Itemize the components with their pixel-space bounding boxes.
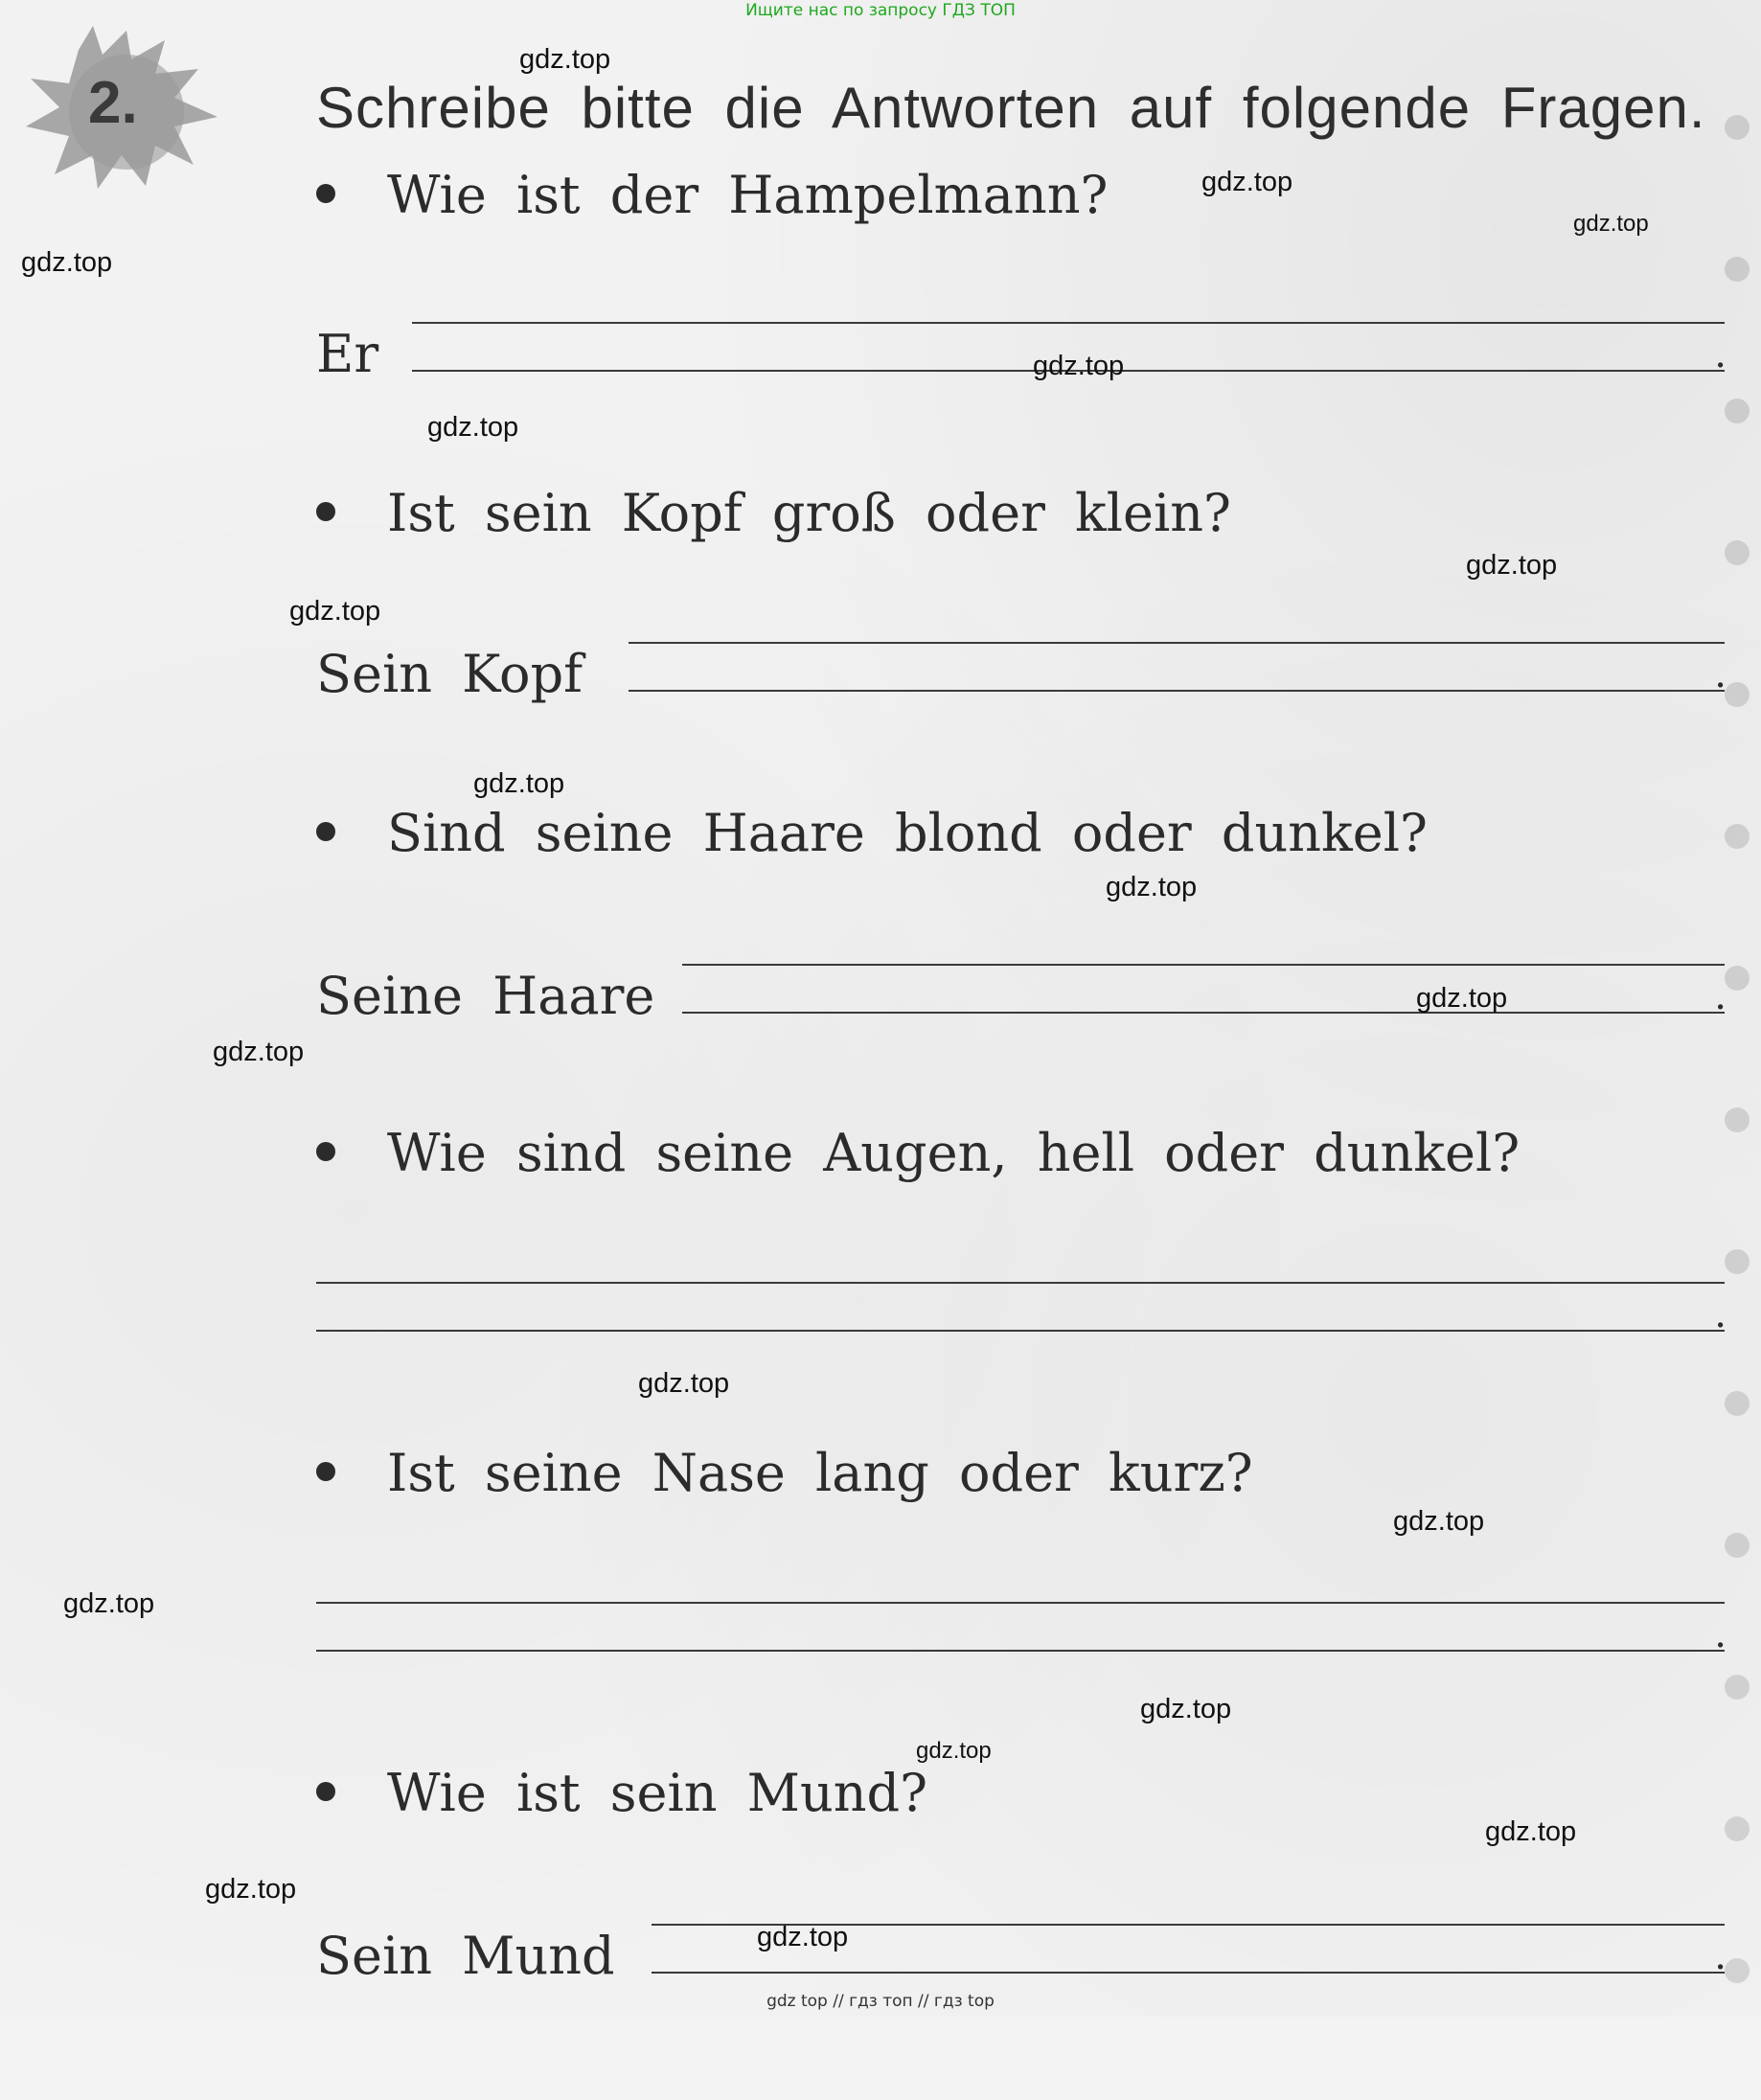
question-text: Ist seine Nase lang oder kurz? (387, 1443, 1253, 1503)
question-2 (316, 483, 1231, 543)
task-number: 2. (88, 70, 138, 136)
answer-terminator: . (1714, 332, 1727, 377)
watermark: gdz.top (427, 412, 519, 443)
bullet-icon (316, 1462, 335, 1481)
watermark: gdz.top (473, 768, 565, 799)
question-4 (316, 1123, 1520, 1183)
task-title: Schreibe bitte die Antworten auf folgende Fragen. (316, 76, 1706, 140)
bottom-banner[interactable]: gdz top // гдз топ // гдз top (766, 1992, 995, 2011)
answer-line[interactable] (629, 690, 1725, 692)
answer-line[interactable] (316, 1650, 1725, 1652)
question-text: Wie sind seine Augen, hell oder dunkel? (387, 1123, 1521, 1183)
watermark: gdz.top (1573, 211, 1649, 237)
watermark: gdz.top (213, 1037, 305, 1067)
question-3 (316, 803, 1428, 863)
watermark: gdz.top (1466, 550, 1558, 581)
watermark: gdz.top (21, 247, 113, 278)
answer-terminator: . (1714, 652, 1727, 696)
watermark: gdz.top (519, 44, 611, 75)
answer-terminator: . (1714, 1292, 1727, 1336)
answer-line[interactable] (316, 1282, 1725, 1284)
top-banner[interactable]: Ищите нас по запросу ГДЗ ТОП (745, 1, 1016, 20)
question-text: Ist sein Kopf groß oder klein? (387, 483, 1232, 543)
watermark: gdz.top (1201, 167, 1293, 197)
watermark: gdz.top (1393, 1506, 1485, 1537)
watermark: gdz.top (1485, 1816, 1577, 1847)
watermark: gdz.top (757, 1922, 849, 1952)
question-text: Wie ist sein Mund? (387, 1763, 928, 1823)
answer-lead: Sein Kopf (316, 644, 583, 704)
watermark: gdz.top (1033, 351, 1125, 381)
answer-line[interactable] (629, 642, 1725, 644)
answer-terminator: . (1714, 1612, 1727, 1656)
answer-line[interactable] (316, 1330, 1725, 1332)
margin-hole-punches (1725, 115, 1753, 2100)
bullet-icon (316, 184, 335, 203)
bullet-icon (316, 502, 335, 521)
watermark: gdz.top (916, 1738, 992, 1764)
watermark: gdz.top (1140, 1694, 1232, 1724)
answer-line[interactable] (316, 1602, 1725, 1604)
answer-lead: Sein Mund (316, 1926, 615, 1986)
watermark: gdz.top (1416, 983, 1508, 1014)
answer-line[interactable] (682, 1012, 1725, 1014)
question-text: Wie ist der Hampelmann? (387, 165, 1109, 225)
bullet-icon (316, 1142, 335, 1161)
watermark: gdz.top (289, 596, 381, 627)
watermark: gdz.top (205, 1874, 297, 1905)
bullet-icon (316, 1782, 335, 1801)
question-text: Sind seine Haare blond oder dunkel? (387, 803, 1428, 863)
answer-terminator: . (1714, 974, 1727, 1018)
answer-line[interactable] (652, 1972, 1725, 1974)
question-5 (316, 1443, 1253, 1503)
answer-lead: Er (316, 324, 379, 384)
watermark: gdz.top (638, 1368, 730, 1399)
bullet-icon (316, 822, 335, 841)
question-6 (316, 1763, 927, 1823)
watermark: gdz.top (1106, 872, 1198, 902)
answer-line[interactable] (412, 322, 1725, 324)
answer-line[interactable] (682, 964, 1725, 966)
watermark: gdz.top (63, 1588, 155, 1619)
question-1 (316, 165, 1109, 225)
answer-lead: Seine Haare (316, 966, 655, 1026)
answer-terminator: . (1714, 1934, 1727, 1978)
